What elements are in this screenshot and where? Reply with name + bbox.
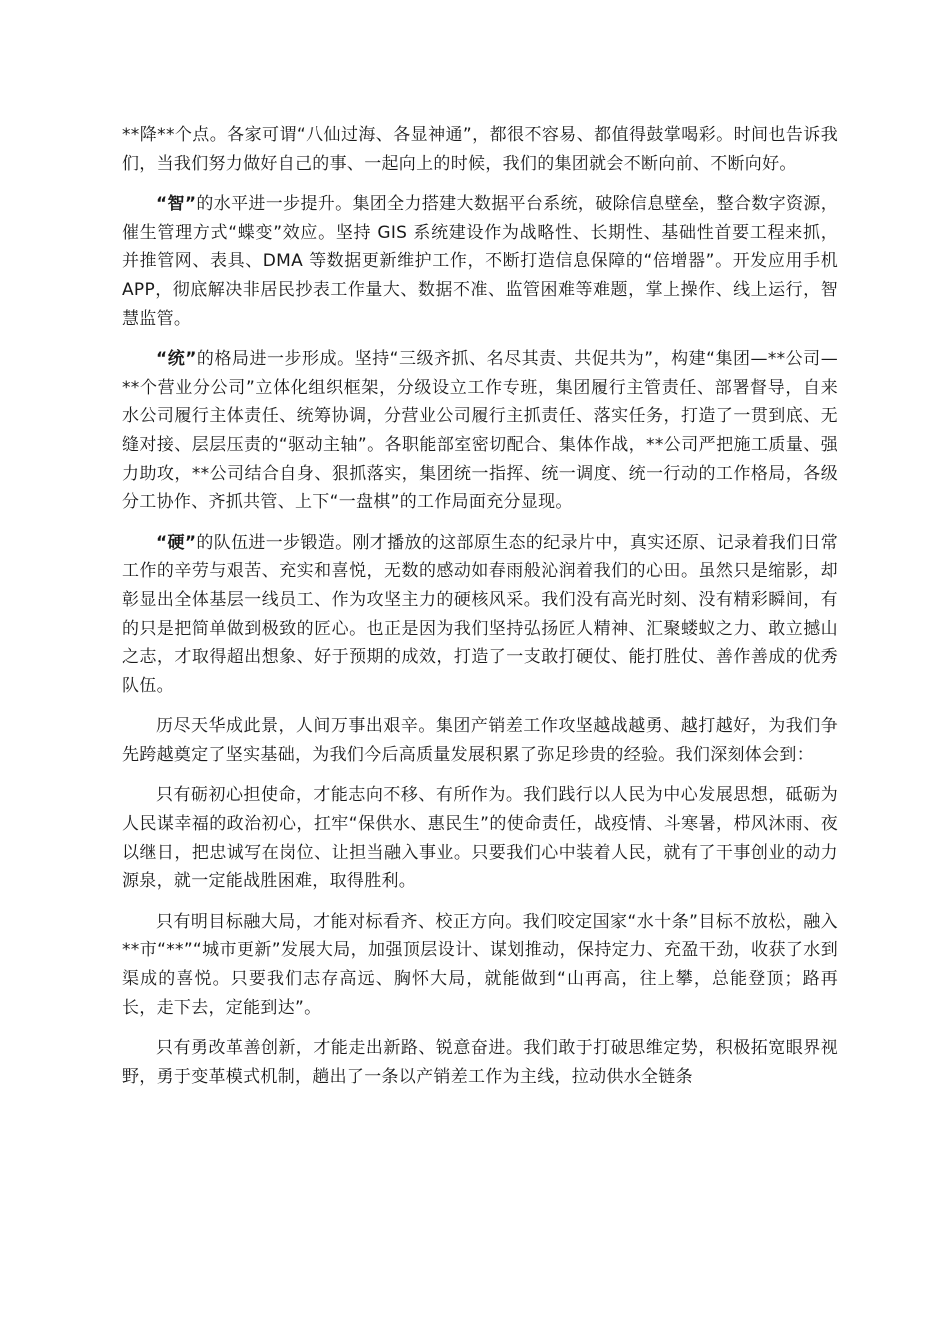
paragraph-4: [122, 529, 838, 701]
paragraph-2-lead: “智”: [156, 194, 197, 215]
paragraph-4-lead: “硬”: [156, 532, 197, 553]
paragraph-6: [122, 781, 838, 895]
paragraph-1-text: **降**个点。各家可谓“八仙过海、各显神通”，都很不容易、都值得鼓掌喝彩。时间也告诉我们，当我们努力做好自己的事、一起向上的时候，我们的集团就会不断向前、不断向好。: [122, 125, 838, 174]
paragraph-8-text: 只有勇改革善创新，才能走出新路、锐意奋进。我们敢于打破思维定势，积极拓宽眼界视野，勇于变革模式机制，趟出了一条以产销差工作为主线，拉动供水全链条: [122, 1038, 838, 1087]
paragraph-3: [122, 345, 838, 517]
paragraph-3-text: 的格局进一步形成。坚持“三级齐抓、名尽其责、共促共为”，构建“集团—**公司—**个营业分公司”立体化组织框架，分级设立工作专班，集团履行主管责任、部署督导，自来水公司履行主体责任、统筹协调，分营业公司履行主抓责任、落实任务，打造了一贯到底、无缝对接、层层压责的“驱动主轴”。各职能部室密切配合、集体作战，**公司严把施工质量、强力助攻，**公司结合自身、狠抓落实，集团统一指挥、统一调度、统一行动的工作格局，各级分工协作、齐抓共管、上下“一盘棋”的工作局面充分显现。: [122, 349, 839, 513]
paragraph-7-text: 只有明目标融大局，才能对标看齐、校正方向。我们咬定国家“水十条”目标不放松，融入**市“**”“城市更新”发展大局，加强顶层设计、谋划推动，保持定力、充盈干劲，收获了水到渠成的喜悦。只要我们志存高远、胸怀大局，就能做到“山再高，往上攀，总能登顶；路再长，走下去，定能到达”。: [122, 911, 838, 1018]
paragraph-5-text: 历尽天华成此景，人间万事出艰辛。集团产销差工作攻坚越战越勇、越打越好，为我们争先跨越奠定了坚实基础，为我们今后高质量发展积累了弥足珍贵的经验。我们深刻体会到：: [122, 716, 838, 765]
paragraph-1: [122, 121, 838, 178]
document-page: [122, 121, 838, 1103]
paragraph-2: [122, 190, 838, 333]
paragraph-8: [122, 1034, 838, 1091]
paragraph-4-text: 的队伍进一步锻造。刚才播放的这部原生态的纪录片中，真实还原、记录着我们日常工作的辛劳与艰苦、充实和喜悦，无数的感动如春雨般沁润着我们的心田。虽然只是缩影，却彰显出全体基层一线员工、作为攻坚主力的硬核风采。我们没有高光时刻、没有精彩瞬间，有的只是把简单做到极致的匠心。也正是因为我们坚持弘扬匠人精神、汇聚蝼蚁之力、敢立撼山之志，才取得超出想象、好于预期的成效，打造了一支敢打硬仗、能打胜仗、善作善成的优秀队伍。: [122, 532, 838, 696]
paragraph-7: [122, 908, 838, 1022]
paragraph-2-text: 的水平进一步提升。集团全力搭建大数据平台系统，破除信息壁垒，整合数字资源，催生管理方式“蝶变”效应。坚持 GIS 系统建设作为战略性、长期性、基础性首要工程来抓，并推管网、表具、DMA 等数据更新维护工作，不断打造信息保障的“倍增器”。开发应用手机 APP，彻底解决非居民抄表工作量大、数据不准、监管困难等难题，掌上操作、线上运行，智慧监管。: [122, 194, 838, 329]
paragraph-6-text: 只有砺初心担使命，才能志向不移、有所作为。我们践行以人民为中心发展思想，砥砺为人民谋幸福的政治初心，扛牢“保供水、惠民生”的使命责任，战疫情、斗寒暑，栉风沐雨、夜以继日，把忠诚写在岗位、让担当融入事业。只要我们心中装着人民，就有了干事创业的动力源泉，就一定能战胜困难，取得胜利。: [122, 785, 838, 892]
paragraph-3-lead: “统”: [156, 349, 197, 370]
paragraph-5: [122, 712, 838, 769]
